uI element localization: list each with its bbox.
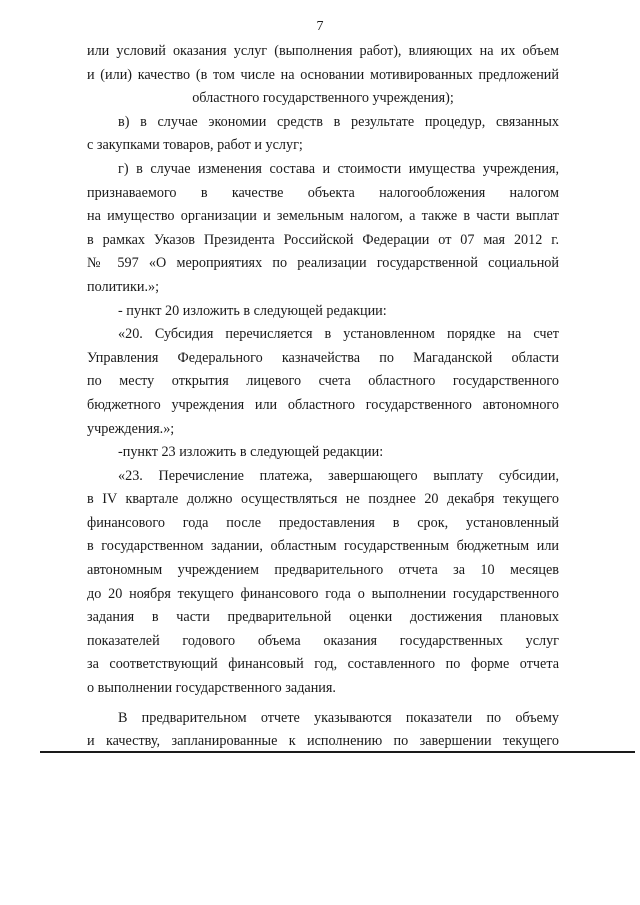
text-line: в государственном задании, областным государственным бюджетным или xyxy=(87,538,559,555)
text-line: по месту открытия лицевого счета областного государственного xyxy=(87,373,559,390)
text-line: признаваемого в качестве объекта налогообложения налогом xyxy=(87,184,559,201)
text-line: в рамках Указов Президента Российской Федерации от 07 мая 2012 г. xyxy=(87,231,559,248)
text-line: автономным учреждением предварительного отчета за 10 месяцев xyxy=(87,562,559,579)
text-line: «23. Перечисление платежа, завершающего выплату субсидии, xyxy=(118,467,559,484)
text-line: г) в случае изменения состава и стоимости имущества учреждения, xyxy=(118,160,559,177)
text-line: областного государственного учреждения); xyxy=(192,90,454,107)
text-line: политики.»; xyxy=(87,278,160,295)
text-line: -пункт 23 изложить в следующей редакции: xyxy=(118,444,384,461)
text-line: на имущество организации и земельным налогом, а также в части выплат xyxy=(87,208,559,225)
page-bottom-rule xyxy=(40,751,635,753)
text-line: и (или) качество (в том числе на основании мотивированных предложений xyxy=(87,66,559,83)
text-line: или условий оказания услуг (выполнения работ), влияющих на их объем xyxy=(87,43,559,59)
text-line: «20. Субсидия перечисляется в установленном порядке на счет xyxy=(118,326,559,343)
text-line: в) в случае экономии средств в результате процедур, связанных xyxy=(118,113,559,130)
text-line: № 597 «О мероприятиях по реализации государственной социальной xyxy=(87,255,559,272)
text-line: В предварительном отчете указываются показатели по объему xyxy=(118,709,559,726)
text-line: о выполнении государственного задания. xyxy=(87,680,336,697)
text-line: бюджетного учреждения или областного государственного автономного xyxy=(87,396,559,413)
document-body xyxy=(87,40,559,754)
text-line: Управления Федерального казначейства по Магаданской области xyxy=(87,349,559,366)
text-line: показателей годового объема оказания государственных услуг xyxy=(87,632,559,649)
text-line: задания в части предварительной оценки достижения плановых xyxy=(87,609,559,626)
text-line: в IV квартале должно осуществляться не позднее 20 декабря текущего xyxy=(87,491,559,508)
text-line: учреждения.»; xyxy=(87,420,175,437)
text-line: финансового года после предоставления в срок, установленный xyxy=(87,514,559,531)
text-line: за соответствующий финансовый год, составленного по форме отчета xyxy=(87,656,559,673)
text-line: с закупками товаров, работ и услуг; xyxy=(87,137,303,154)
text-line: до 20 ноября текущего финансового года о выполнении государственного xyxy=(87,585,559,602)
page-number: 7 xyxy=(316,19,324,34)
text-line: - пункт 20 изложить в следующей редакции: xyxy=(118,302,387,319)
text-line: и качеству, запланированные к исполнению по завершении текущего xyxy=(87,733,559,750)
